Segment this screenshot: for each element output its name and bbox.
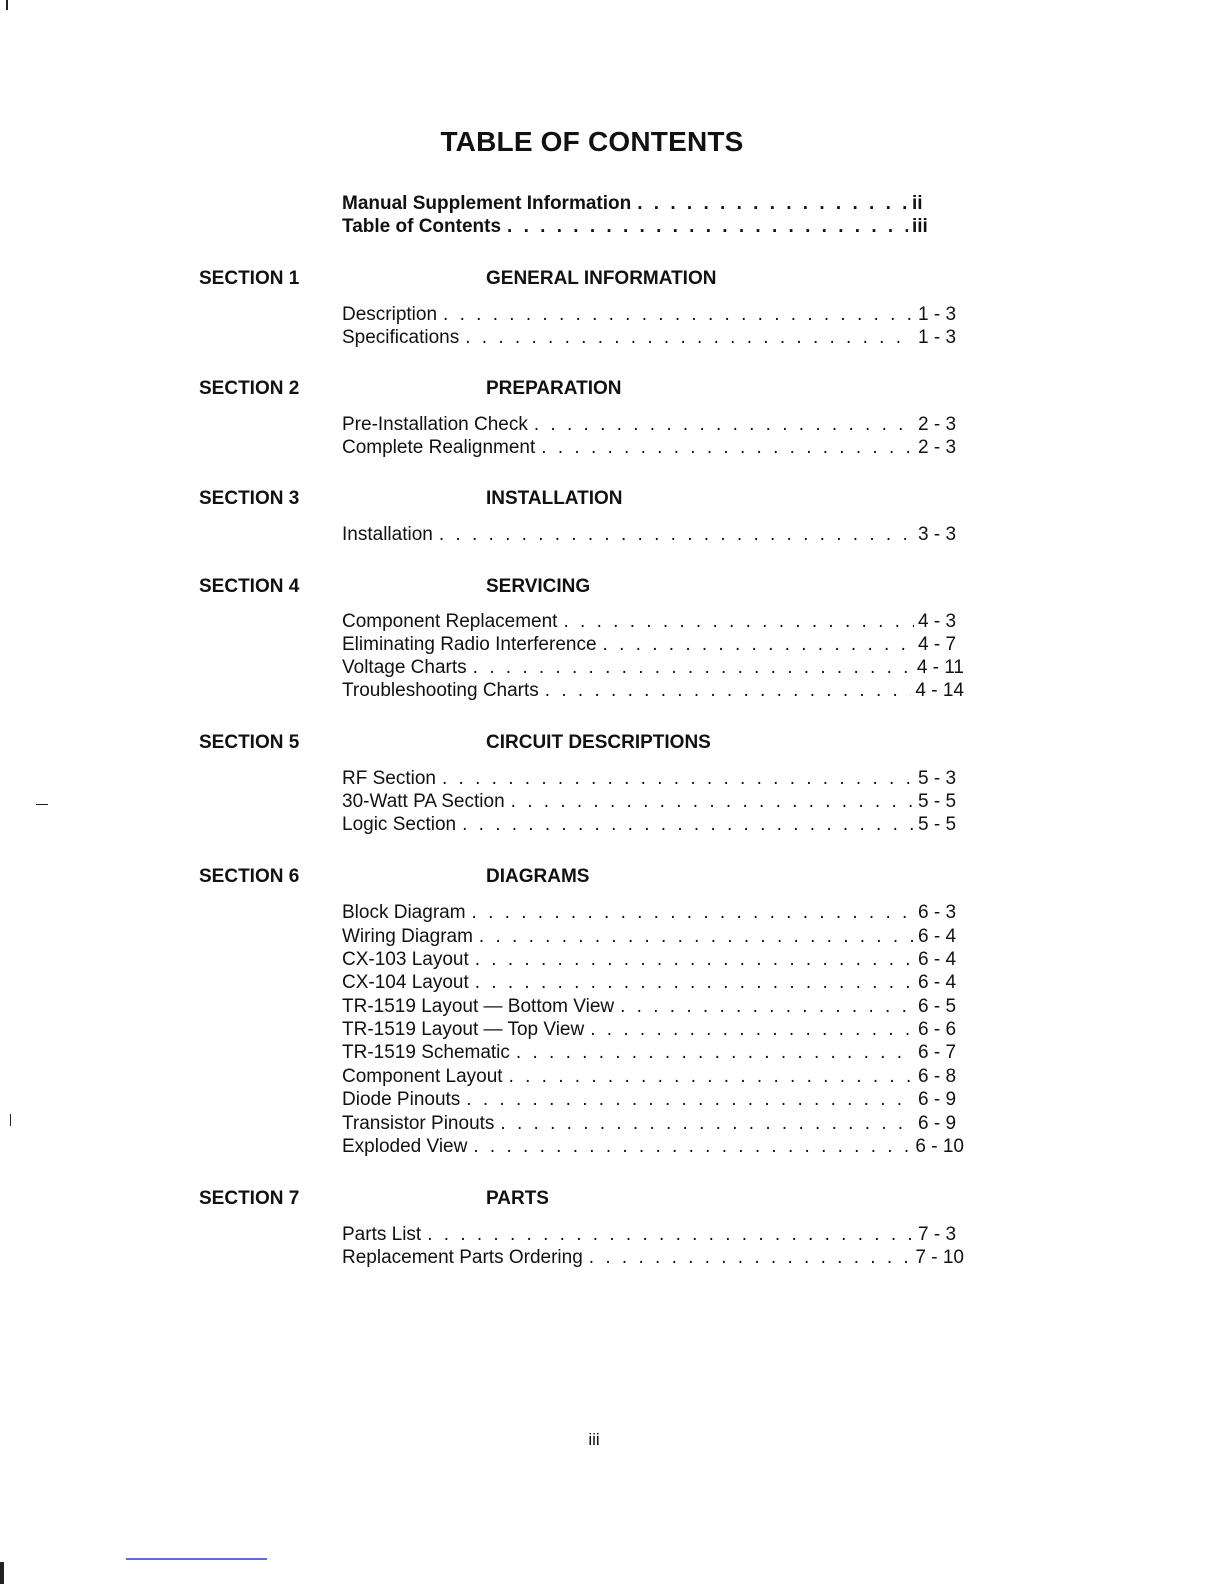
leader-dots [620, 996, 914, 1018]
toc-entry[interactable] [342, 926, 964, 948]
leader-dots [443, 304, 914, 326]
section-number: SECTION 5 [199, 732, 300, 753]
leader-dots [427, 1224, 914, 1246]
toc-entry-label: TR-1519 Layout — Top View [342, 1019, 585, 1040]
leader-dots [509, 1066, 914, 1088]
toc-entry[interactable] [342, 437, 964, 459]
toc-entry[interactable] [342, 524, 964, 546]
leader-dots [473, 657, 913, 679]
toc-entry-label: Troubleshooting Charts [342, 680, 539, 701]
section-number: SECTION 3 [199, 488, 300, 509]
leader-dots [637, 193, 908, 215]
toc-entry-label: Specifications [342, 327, 460, 348]
toc-entry[interactable] [342, 1066, 964, 1088]
leader-dots [589, 1247, 912, 1269]
section-title: PREPARATION [486, 378, 622, 399]
toc-entry[interactable] [342, 1019, 964, 1041]
toc-entry-page: 5 - 3 [918, 768, 957, 789]
toc-entry-page: 3 - 3 [918, 524, 957, 545]
toc-entry-page: 7 - 10 [915, 1247, 964, 1268]
toc-entry-label: Description [342, 304, 438, 325]
toc-entry[interactable] [342, 304, 964, 326]
leader-dots [603, 634, 914, 656]
toc-entry-label: Manual Supplement Information [342, 193, 632, 214]
leader-dots [545, 680, 912, 702]
toc-entry-label: Eliminating Radio Interference [342, 634, 597, 655]
toc-entry-page: 5 - 5 [918, 814, 957, 835]
toc-entry[interactable] [342, 949, 964, 971]
section-title: INSTALLATION [486, 488, 623, 509]
toc-entry-page: iii [912, 216, 928, 237]
toc-entry[interactable] [342, 611, 964, 633]
toc-entry-label: CX-103 Layout [342, 949, 469, 970]
section-title: GENERAL INFORMATION [486, 268, 717, 289]
scan-mark [36, 804, 48, 805]
toc-entry-page: 6 - 8 [918, 1066, 957, 1087]
leader-dots [590, 1019, 914, 1041]
toc-entry[interactable] [342, 1089, 964, 1111]
toc-entry-page: 6 - 6 [918, 1019, 957, 1040]
toc-entry-page: 6 - 5 [918, 996, 957, 1017]
toc-entry-page: 6 - 7 [918, 1042, 957, 1063]
toc-entry-page: 6 - 10 [915, 1136, 964, 1157]
toc-entry-label: Installation [342, 524, 433, 545]
leader-dots [442, 768, 914, 790]
toc-entry-label: Block Diagram [342, 902, 466, 923]
toc-entry-label: CX-104 Layout [342, 972, 469, 993]
page-number: iii [588, 1430, 600, 1449]
toc-entry-label: TR-1519 Schematic [342, 1042, 510, 1063]
leader-dots [475, 949, 914, 971]
scan-mark [0, 1562, 4, 1584]
toc-entry-page: ii [912, 193, 923, 214]
toc-entry-table-of-contents[interactable] [342, 216, 930, 238]
section-number: SECTION 6 [199, 866, 300, 887]
leader-dots [439, 524, 914, 546]
toc-entry-page: 5 - 5 [918, 791, 957, 812]
toc-entry[interactable] [342, 768, 964, 790]
toc-entry[interactable] [342, 814, 964, 836]
leader-dots [516, 1042, 914, 1064]
toc-entry-page: 6 - 4 [918, 949, 957, 970]
section-number: SECTION 1 [199, 268, 300, 289]
leader-dots [500, 1113, 914, 1135]
toc-entry-label: Transistor Pinouts [342, 1113, 495, 1134]
toc-entry-page: 2 - 3 [918, 437, 957, 458]
toc-entry-page: 6 - 4 [918, 972, 957, 993]
toc-entry-page: 4 - 7 [918, 634, 957, 655]
toc-entry-page: 6 - 9 [918, 1089, 957, 1110]
toc-entry[interactable] [342, 327, 964, 349]
toc-entry-page: 6 - 3 [918, 902, 957, 923]
toc-entry[interactable] [342, 414, 964, 436]
toc-entry[interactable] [342, 996, 964, 1018]
toc-entry[interactable] [342, 657, 964, 679]
toc-entry[interactable] [342, 680, 964, 702]
toc-entry-label: Exploded View [342, 1136, 468, 1157]
toc-entry-label: Replacement Parts Ordering [342, 1247, 583, 1268]
leader-dots [466, 1089, 914, 1111]
toc-entry-manual-supplement[interactable] [342, 193, 930, 215]
toc-entry-label: Component Replacement [342, 611, 558, 632]
toc-entry-label: Complete Realignment [342, 437, 536, 458]
leader-dots [534, 414, 914, 436]
leader-dots [475, 972, 914, 994]
toc-entry-label: Pre-Installation Check [342, 414, 528, 435]
toc-entry-page: 1 - 3 [918, 327, 957, 348]
toc-entry-label: Diode Pinouts [342, 1089, 461, 1110]
leader-dots [507, 216, 908, 238]
toc-entry-page: 6 - 4 [918, 926, 957, 947]
toc-entry-label: Logic Section [342, 814, 457, 835]
section-number: SECTION 7 [199, 1188, 300, 1209]
leader-dots [473, 1136, 911, 1158]
toc-entry-label: TR-1519 Layout — Bottom View [342, 996, 615, 1017]
leader-dots [541, 437, 914, 459]
toc-entry-page: 2 - 3 [918, 414, 957, 435]
toc-entry-label: Table of Contents [342, 216, 502, 237]
toc-entry[interactable] [342, 1042, 964, 1064]
toc-entry[interactable] [342, 1136, 964, 1158]
toc-entry-page: 1 - 3 [918, 304, 957, 325]
scan-mark [10, 1114, 11, 1126]
leader-dots [465, 327, 914, 349]
section-number: SECTION 2 [199, 378, 300, 399]
toc-entry-label: Voltage Charts [342, 657, 467, 678]
leader-dots [511, 791, 914, 813]
toc-entry-label: 30-Watt PA Section [342, 791, 505, 812]
section-title: SERVICING [486, 576, 591, 597]
section-title: PARTS [486, 1188, 549, 1209]
toc-entry-page: 4 - 3 [918, 611, 957, 632]
page-title: TABLE OF CONTENTS [440, 126, 744, 157]
toc-entry-page: 7 - 3 [918, 1224, 957, 1245]
toc-entry-page: 4 - 11 [916, 657, 964, 678]
toc-entry-label: Component Layout [342, 1066, 503, 1087]
section-title: CIRCUIT DESCRIPTIONS [486, 732, 711, 753]
leader-dots [462, 814, 914, 836]
toc-entry[interactable] [342, 634, 964, 656]
toc-entry[interactable] [342, 1224, 964, 1246]
toc-entry-label: Parts List [342, 1224, 422, 1245]
toc-entry-label: Wiring Diagram [342, 926, 473, 947]
section-title: DIAGRAMS [486, 866, 590, 887]
section-number: SECTION 4 [199, 576, 300, 597]
toc-entry[interactable] [342, 791, 964, 813]
toc-entry-page: 4 - 14 [915, 680, 964, 701]
toc-entry[interactable] [342, 1247, 964, 1269]
leader-dots [479, 926, 914, 948]
toc-entry-page: 6 - 9 [918, 1113, 957, 1134]
toc-entry[interactable] [342, 972, 964, 994]
toc-entry[interactable] [342, 1113, 964, 1135]
leader-dots [472, 902, 914, 924]
toc-entry[interactable] [342, 902, 964, 924]
scan-mark [6, 0, 8, 10]
scan-blue-line [126, 1558, 267, 1560]
leader-dots [563, 611, 914, 633]
toc-entry-label: RF Section [342, 768, 436, 789]
